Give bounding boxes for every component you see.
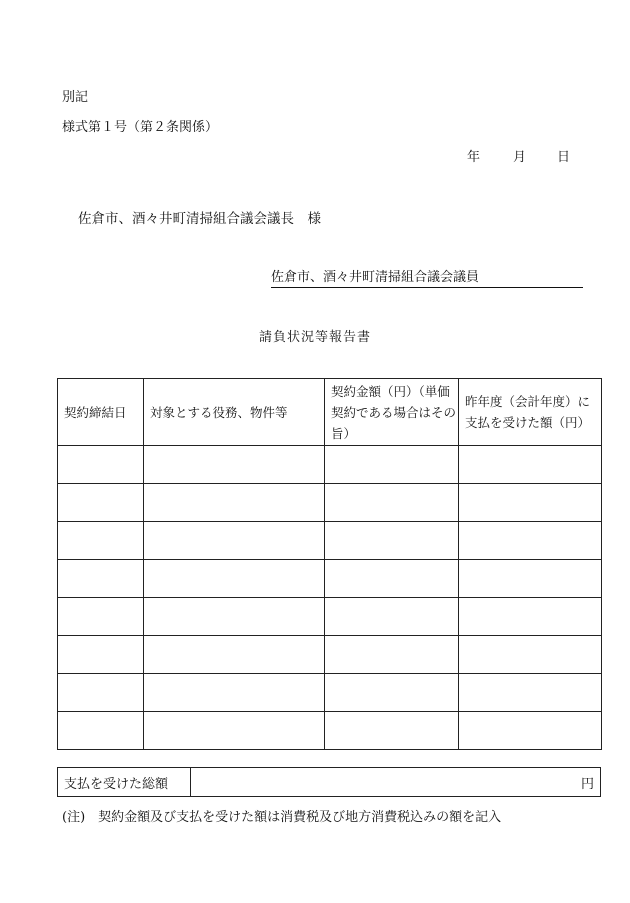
table-row [58,598,602,636]
cell-service-items[interactable] [144,560,325,598]
cell-contract-amount[interactable] [325,598,459,636]
cell-service-items[interactable] [144,446,325,484]
cell-contract-date[interactable] [58,446,144,484]
cell-service-items[interactable] [144,522,325,560]
cell-contract-date[interactable] [58,522,144,560]
cell-contract-date[interactable] [58,674,144,712]
cell-contract-date[interactable] [58,484,144,522]
cell-contract-date[interactable] [58,598,144,636]
cell-amount-received[interactable] [459,484,602,522]
cell-amount-received[interactable] [459,446,602,484]
cell-contract-amount[interactable] [325,484,459,522]
cell-amount-received[interactable] [459,674,602,712]
cell-contract-amount[interactable] [325,446,459,484]
total-table [57,767,601,797]
cell-contract-date[interactable] [58,560,144,598]
cell-contract-amount[interactable] [325,674,459,712]
header-amount-received: 昨年度（会計年度）に支払を受けた額（円） [459,379,602,446]
contract-report-table [57,378,602,750]
total-amount-field[interactable] [191,768,601,797]
addressee: 佐倉市、酒々井町清掃組合議会議長 様 [78,211,321,227]
note-text: (注) 契約金額及び支払を受けた額は消費税及び地方消費税込みの額を記入 [62,810,502,825]
cell-service-items[interactable] [144,636,325,674]
header-contract-amount: 契約金額（円）（単価契約である場合はその旨） [325,379,459,446]
cell-contract-amount[interactable] [325,636,459,674]
table-row [58,712,602,750]
cell-service-items[interactable] [144,598,325,636]
total-row [58,768,601,797]
date-year: 年 [467,150,481,165]
cell-amount-received[interactable] [459,598,602,636]
table-row [58,560,602,598]
cell-contract-date[interactable] [58,636,144,674]
reporter-name-line: 佐倉市、酒々井町清掃組合議会議員 [271,266,583,288]
table-row [58,446,602,484]
table-header-row [58,379,602,446]
total-label: 支払を受けた総額 [58,768,191,797]
cell-contract-amount[interactable] [325,522,459,560]
header-contract-date: 契約締結日 [58,379,144,446]
date-month: 月 [513,150,527,165]
cell-amount-received[interactable] [459,522,602,560]
table-row [58,636,602,674]
cell-amount-received[interactable] [459,560,602,598]
cell-amount-received[interactable] [459,712,602,750]
cell-amount-received[interactable] [459,636,602,674]
cell-contract-date[interactable] [58,712,144,750]
form-number-label: 様式第１号（第２条関係） [62,120,219,135]
total-unit: 円 [580,776,594,792]
date-day: 日 [557,150,571,165]
table-row [58,674,602,712]
header-service-items: 対象とする役務、物件等 [144,379,325,446]
document-title: 請負状況等報告書 [258,330,371,345]
cell-service-items[interactable] [144,674,325,712]
table-row [58,522,602,560]
cell-contract-amount[interactable] [325,712,459,750]
cell-service-items[interactable] [144,484,325,522]
table-row [58,484,602,522]
cell-contract-amount[interactable] [325,560,459,598]
cell-service-items[interactable] [144,712,325,750]
attachment-label: 別記 [62,90,89,105]
